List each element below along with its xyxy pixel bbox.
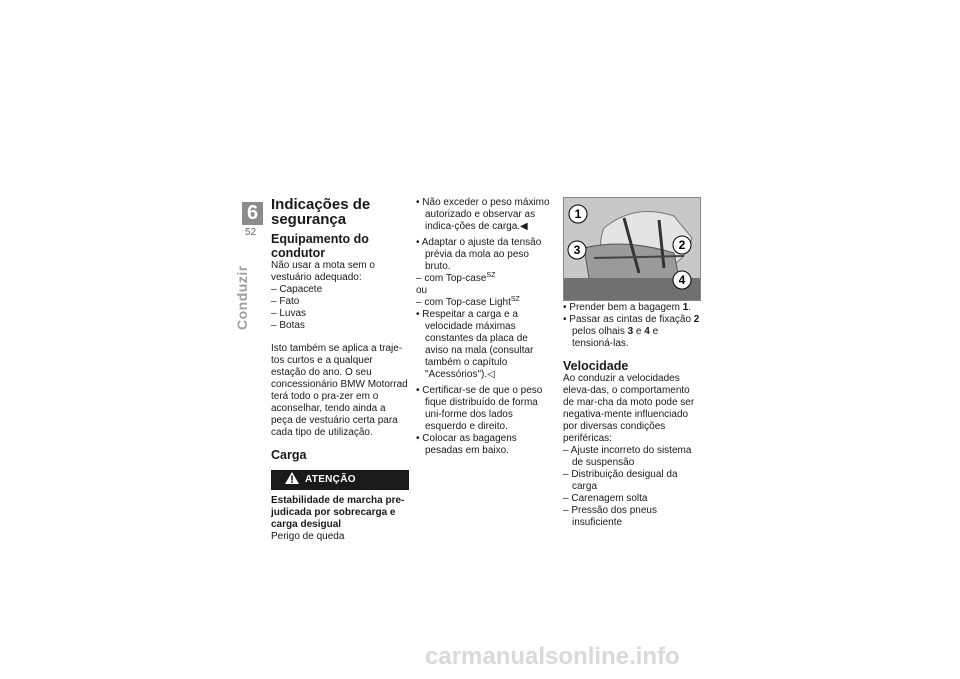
bullet-item: • Passar as cintas de fixação 2 pelos olhais 3 e 4 e tensioná-las.: [563, 314, 700, 349]
column-1: [271, 197, 409, 543]
chapter-side-label: Conduzir: [234, 265, 250, 330]
watermark: carmanualsonline.info: [425, 643, 680, 670]
dash-item: – com Top-case$^{SZ}$: [416, 272, 496, 284]
bullet-item: • Certificar-se de que o peso fique distribuído de forma uni-forme dos lados esquerdo e direito.: [416, 385, 543, 432]
speed-item: – Pressão dos pneus insuficiente: [563, 505, 657, 528]
speed-heading: Velocidade: [563, 359, 629, 373]
figure-label-3: 3: [573, 243, 581, 257]
luggage-strap-photo: [563, 197, 701, 301]
chapter-number-badge: 6: [242, 202, 263, 225]
rider-equipment-heading: Equipamento do condutor: [271, 232, 369, 260]
bullet-item: • Colocar as bagagens pesadas em baixo.: [416, 433, 517, 456]
warning-triangle-icon: [285, 472, 299, 488]
warning-text: Perigo de queda: [271, 531, 345, 542]
page-number: 52: [245, 227, 257, 238]
load-heading: Carga: [271, 448, 307, 462]
column-3: [563, 302, 701, 529]
equipment-paragraph: Isto também se aplica a traje-tos curtos e a qualquer estação do ano. O seu concessionário BMW Motorrad terá todo o pra-zer em o aconselhar, tendo ainda a peça de vestuário certa para cada tipo de utilização.: [271, 343, 408, 438]
figure-label-2: 2: [678, 238, 686, 252]
bullet-item: • Não exceder o peso máximo autorizado e observar as indica-ções de carga.◀: [416, 197, 550, 232]
warning-box: [271, 470, 409, 490]
bullet-item: • Adaptar o ajuste da tensão prévia da mola ao peso bruto.: [416, 237, 542, 272]
equipment-item: – Botas: [271, 320, 305, 331]
speed-item: – Carenagem solta: [563, 493, 648, 504]
rider-equipment-intro: Não usar a mota sem o vestuário adequado:: [271, 260, 375, 283]
dash-item: – com Top-case Light$^{SZ}$: [416, 296, 520, 308]
warning-label: ATENÇÃO: [305, 474, 356, 485]
equipment-item: – Fato: [271, 296, 300, 307]
column-2: [416, 197, 552, 457]
speed-item: – Ajuste incorreto do sistema de suspensão: [563, 445, 692, 468]
bullet-item: • Prender bem a bagagem 1.: [563, 302, 692, 313]
equipment-item: – Capacete: [271, 284, 323, 295]
bullet-item: • Respeitar a carga e a velocidade máximas constantes da placa de aviso na mala (consultar também o capítulo "Acessórios").◁: [416, 309, 534, 380]
equipment-item: – Luvas: [271, 308, 307, 319]
speed-intro: Ao conduzir a velocidades eleva-das, o comportamento de mar-cha da moto pode ser negativa-mente influenciado por diversas condições periféricas:: [563, 373, 695, 444]
or-text: ou: [416, 285, 428, 296]
figure-label-4: 4: [678, 273, 686, 287]
speed-item: – Distribuição desigual da carga: [563, 469, 678, 492]
figure-label-1: 1: [574, 207, 582, 221]
warning-title: Estabilidade de marcha pre-judicada por sobrecarga e carga desigual: [271, 495, 405, 530]
section-title: Indicações de segurança: [271, 196, 371, 228]
